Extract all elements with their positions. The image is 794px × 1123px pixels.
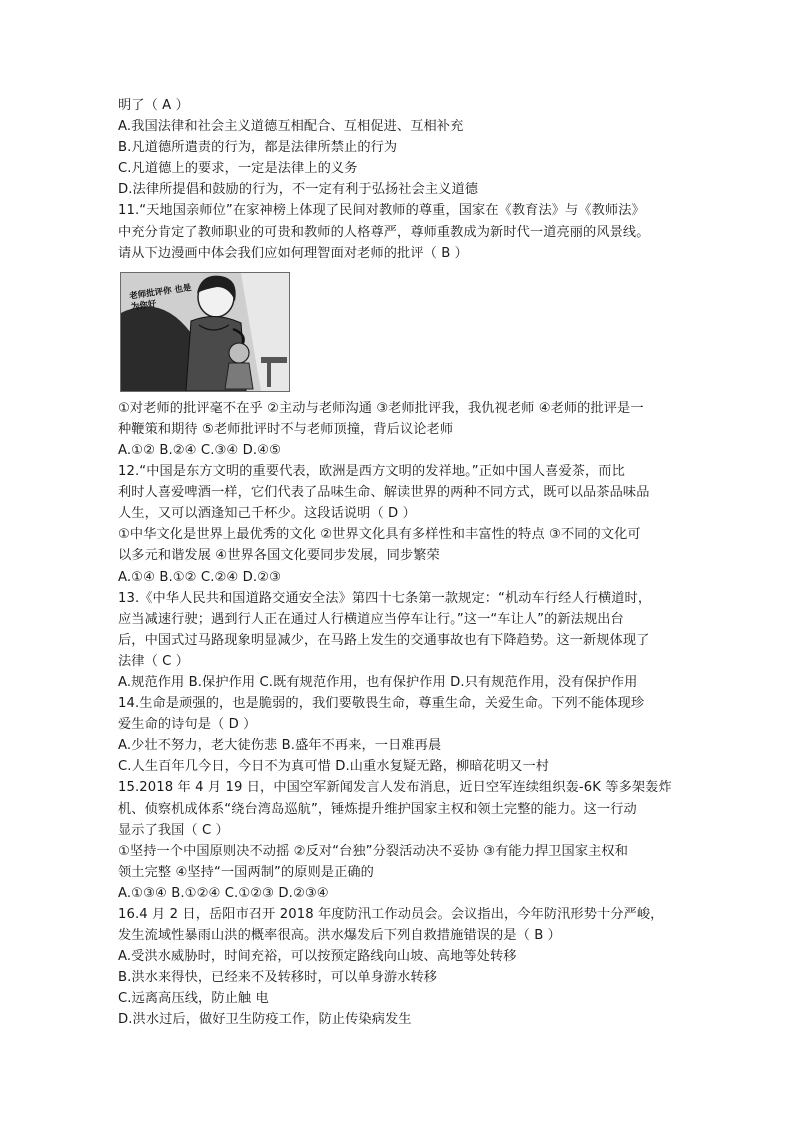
text-line: 发生流域性暴雨山洪的概率很高。洪水爆发后下列自救措施错误的是（ B ） xyxy=(118,928,561,944)
text-line: ①中华文化是世界上最优秀的文化 ②世界文化具有多样性和丰富性的特点 ③不同的文化可 xyxy=(118,527,641,543)
cartoon-image xyxy=(120,272,290,392)
text-line: 人生，又可以酒逢知己千杯少。这段话说明（ D ） xyxy=(118,506,416,522)
text-line: 13.《中华人民共和国道路交通安全法》第四十七条第一款规定：“机动车行经人行横道时， xyxy=(118,590,652,606)
text-line: 利时人喜爱啤酒一样，它们代表了品味生命、解读世界的两种不同方式，既可以品茶品味品 xyxy=(118,485,650,501)
text-line: 中充分肯定了教师职业的可贵和教师的人格尊严，尊师重教成为新时代一道亮丽的风景线。 xyxy=(118,224,650,240)
text-line: ①坚持一个中国原则决不动摇 ②反对“台独”分裂活动决不妥协 ③有能力捍卫国家主权和 xyxy=(118,843,628,859)
text-line: 机、侦察机成体系“绕台湾岛巡航”，锤炼提升维护国家主权和领土完整的能力。这一行动 xyxy=(118,801,637,817)
exam-content xyxy=(118,95,678,1031)
text-line: 应当减速行驶；遇到行人正在通过人行横道应当停车让行。”这一“车让人”的新法规出台 xyxy=(118,611,624,627)
text-line: A.少壮不努力，老大徒伤悲 B.盛年不再来，一日难再晨 xyxy=(118,738,442,754)
text-line: D.洪水过后，做好卫生防疫工作，防止传染病发生 xyxy=(118,1012,412,1028)
text-line: C.人生百年几今日，今日不为真可惜 D.山重水复疑无路，柳暗花明又一村 xyxy=(118,759,550,775)
text-line: 16.4 月 2 日，岳阳市召开 2018 年度防汛工作动员会。会议指出，今年防汛形势十分严峻， xyxy=(118,907,664,922)
text-line: 明了（ A ） xyxy=(118,98,189,113)
text-line: 15.2018 年 4 月 19 日，中国空军新闻发言人发布消息，近日空军连续组织轰-6K 等多架轰炸 xyxy=(118,780,672,796)
text-line: A.①② B.②④ C.③④ D.④⑤ xyxy=(118,442,282,458)
cartoon-caption: 老师批评你 也是为你好 xyxy=(128,282,193,313)
text-line: C.远离高压线，防止触 电 xyxy=(118,991,269,1007)
text-line: 以多元和谐发展 ④世界各国文化要同步发展，同步繁荣 xyxy=(118,548,440,564)
text-line: B.洪水来得快，已经来不及转移时，可以单身游水转移 xyxy=(118,970,438,986)
text-line: ①对老师的批评毫不在乎 ②主动与老师沟通 ③老师批评我，我仇视老师 ④老师的批评是一 xyxy=(118,400,644,416)
text-line: D.法律所提倡和鼓励的行为，不一定有利于弘扬社会主义道德 xyxy=(118,182,479,198)
text-line: A.规范作用 B.保护作用 C.既有规范作用，也有保护作用 D.只有规范作用，没有保护作用 xyxy=(118,674,638,690)
text-line: 14.生命是顽强的，也是脆弱的，我们要敬畏生命，尊重生命，关爱生命。下列不能体现珍 xyxy=(118,696,645,712)
text-line: 爱生命的诗句是（ D ） xyxy=(118,717,257,733)
text-line: A.①③④ B.①②④ C.①②③ D.②③④ xyxy=(118,885,329,901)
text-line: B.凡道德所遣责的行为，都是法律所禁止的行为 xyxy=(118,140,398,156)
text-line: C.凡道德上的要求，一定是法律上的义务 xyxy=(118,161,358,177)
text-line: 领土完整 ④坚持“一国两制”的原则是正确的 xyxy=(118,864,374,880)
text-line: 11.“天地国亲师位”在家神榜上体现了民间对教师的尊重，国家在《教育法》与《教师法》 xyxy=(118,203,645,219)
question-block-before-image xyxy=(118,95,678,264)
text-line: A.受洪水威胁时，时间充裕，可以按预定路线向山坡、高地等处转移 xyxy=(118,949,517,965)
text-line: 显示了我国（ C ） xyxy=(118,822,229,838)
text-line: 后，中国式过马路现象明显减少，在马路上发生的交通事故也有下降趋势。这一新规体现了 xyxy=(118,632,650,648)
text-line: 种鞭策和期待 ⑤老师批评时不与老师顶撞，背后议论老师 xyxy=(118,421,454,437)
text-line: 12.“中国是东方文明的重要代表，欧洲是西方文明的发祥地。”正如中国人喜爱茶，而比 xyxy=(118,464,625,480)
text-line: A.我国法律和社会主义道德互相配合、互相促进、互相补充 xyxy=(118,119,464,135)
text-line: A.①④ B.①② C.②④ D.②③ xyxy=(118,569,282,585)
text-line: 法律（ C ） xyxy=(118,653,190,669)
question-block-after-image xyxy=(118,398,678,1031)
text-line: 请从下边漫画中体会我们应如何理智面对老师的批评（ B ） xyxy=(118,245,468,261)
